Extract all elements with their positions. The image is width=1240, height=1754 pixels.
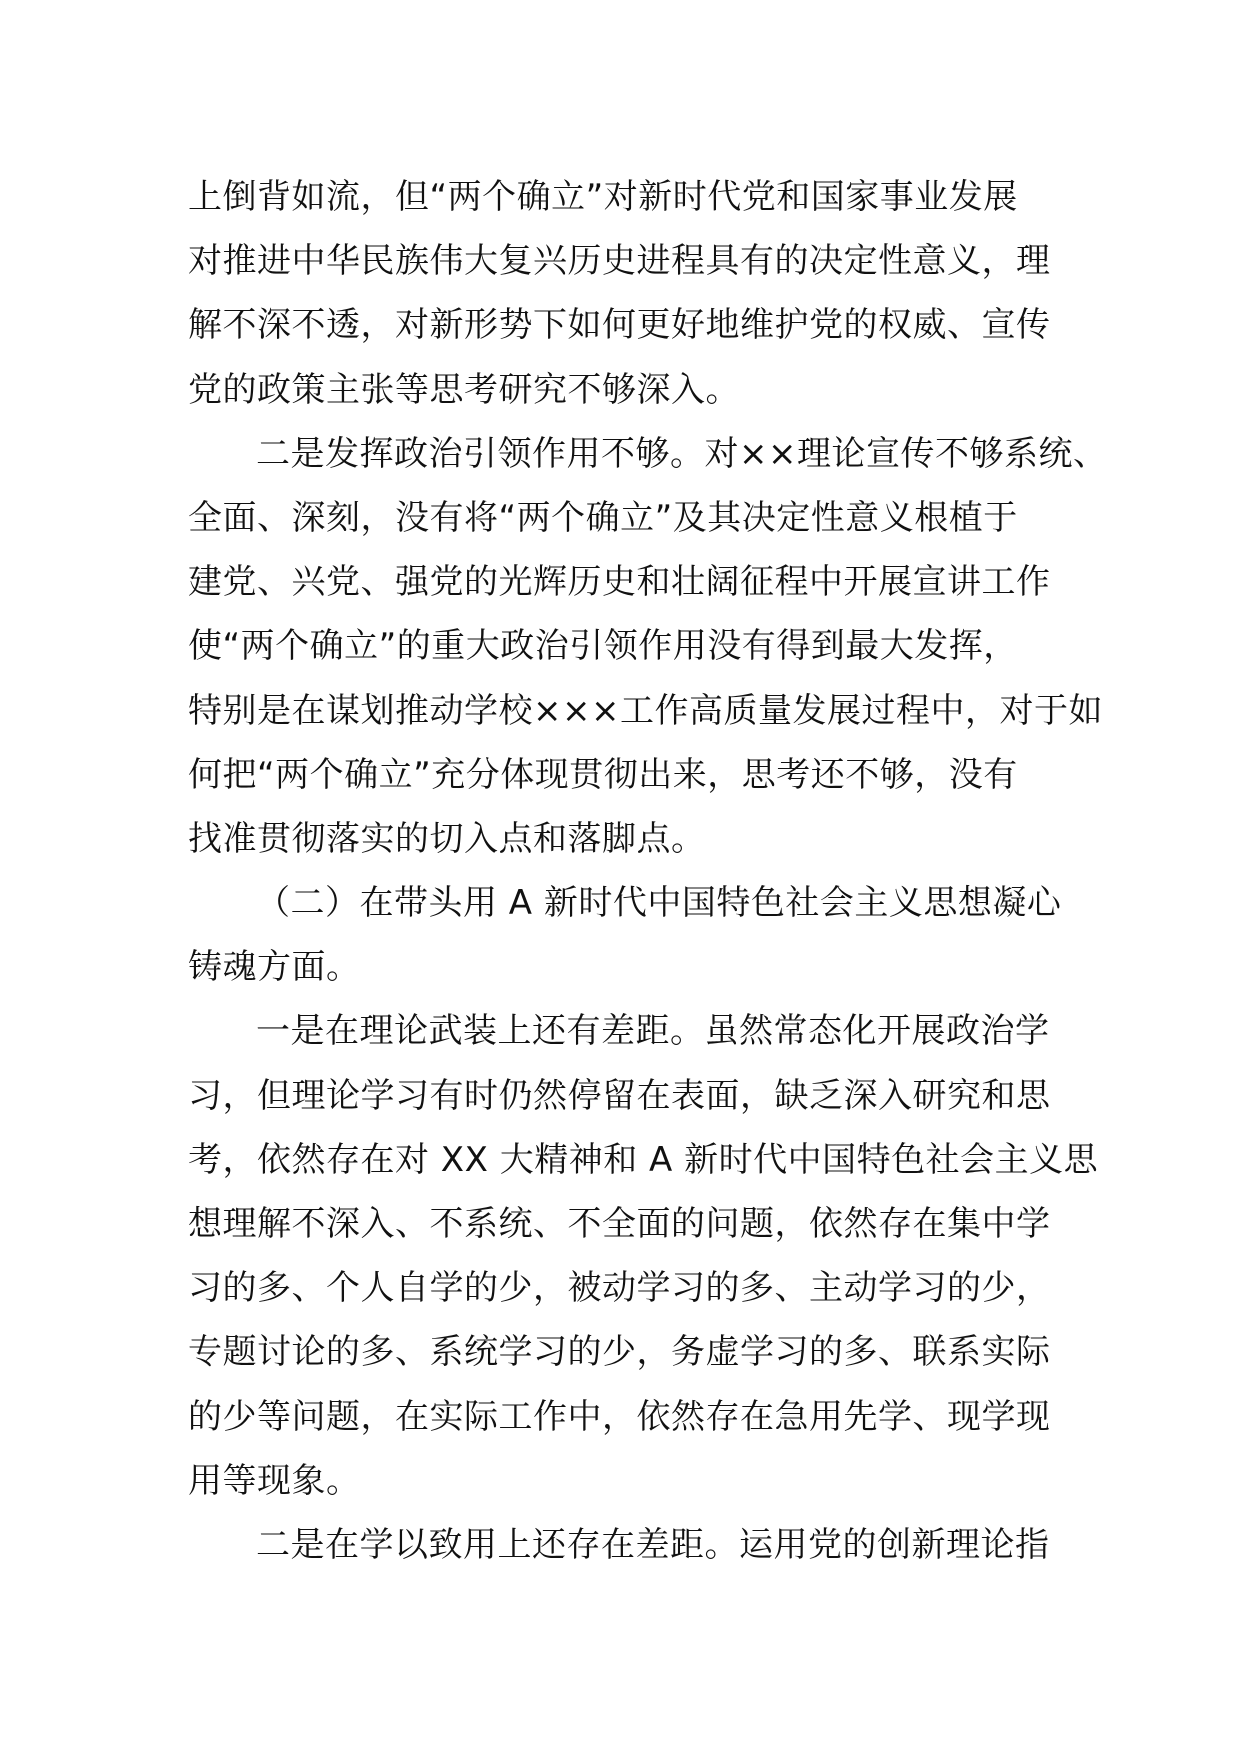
text-line: 习的多、个人自学的少，被动学习的多、主动学习的少， xyxy=(188,1268,1051,1309)
text-line: 一是在理论武装上还有差距。虽然常态化开展政治学 xyxy=(256,1011,1050,1052)
text-line: 建党、兴党、强党的光辉历史和壮阔征程中开展宣讲工作 xyxy=(188,562,1051,603)
text-line: 党的政策主张等思考研究不够深入。 xyxy=(188,369,740,410)
text-line: 全面、深刻，没有将“两个确立”及其决定性意义根植于 xyxy=(188,497,1018,538)
paragraph-2 xyxy=(188,422,1108,871)
text-line: 对推进中华民族伟大复兴历史进程具有的决定性意义，理 xyxy=(188,241,1051,282)
text-line: 习，但理论学习有时仍然停留在表面，缺乏深入研究和思 xyxy=(188,1075,1051,1116)
paragraph-3 xyxy=(188,999,1099,1513)
text-line: 找准贯彻落实的切入点和落脚点。 xyxy=(188,818,706,859)
text-line: 解不深不透，对新形势下如何更好地维护党的权威、宣传 xyxy=(188,305,1051,346)
document-page xyxy=(188,165,1108,1577)
text-line: （二）在带头用 A 新时代中国特色社会主义思想凝心 xyxy=(256,883,1062,924)
paragraph-4 xyxy=(188,1513,1068,1577)
paragraph-1 xyxy=(188,165,1068,422)
text-line: 想理解不深入、不系统、不全面的问题，依然存在集中学 xyxy=(188,1204,1051,1244)
section-heading xyxy=(188,871,1068,999)
text-line: 何把“两个确立”充分体现贯彻出来，思考还不够，没有 xyxy=(188,754,1018,795)
text-line: 用等现象。 xyxy=(188,1460,361,1501)
text-line: 专题讨论的多、系统学习的少，务虚学习的多、联系实际 xyxy=(188,1332,1051,1373)
text-line: 上倒背如流，但“两个确立”对新时代党和国家事业发展 xyxy=(188,177,1018,217)
text-line: 使“两个确立”的重大政治引领作用没有得到最大发挥， xyxy=(188,626,1018,667)
text-line: 特别是在谋划推动学校×××工作高质量发展过程中，对于如 xyxy=(188,690,1103,731)
text-line: 二是发挥政治引领作用不够。对××理论宣传不够系统、 xyxy=(256,433,1108,474)
text-line: 考，依然存在对 XX 大精神和 A 新时代中国特色社会主义思 xyxy=(188,1139,1099,1180)
text-line: 二是在学以致用上还存在差距。运用党的创新理论指 xyxy=(256,1524,1050,1565)
text-line: 铸魂方面。 xyxy=(188,947,361,988)
text-line: 的少等问题，在实际工作中，依然存在急用先学、现学现 xyxy=(188,1396,1051,1437)
